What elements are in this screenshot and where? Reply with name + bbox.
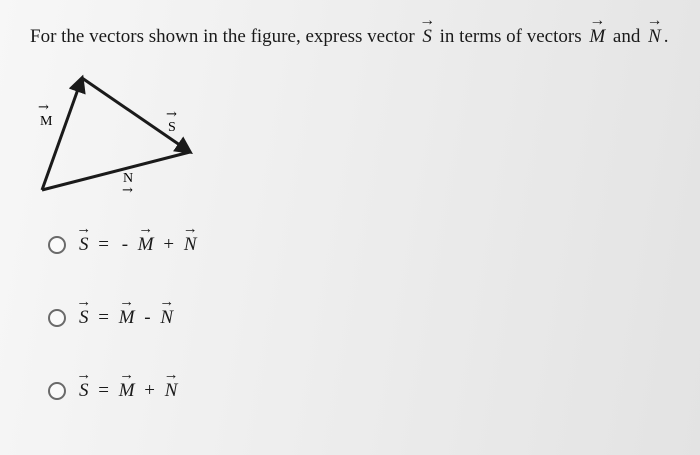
formula-3-v2: → N [165, 380, 179, 402]
label-m: M [40, 114, 53, 129]
label-m-group [38, 100, 53, 129]
formula-2-sign2: - [144, 307, 152, 328]
radio-button-1[interactable] [48, 236, 66, 254]
formula-1-lhs: → S [79, 234, 90, 256]
label-n-group [122, 171, 133, 198]
formula-2-v1: → M [119, 307, 136, 329]
formula-2-lhs: → S [79, 307, 90, 329]
formula-2-equals: = [98, 307, 110, 328]
question-middle: in terms of vectors [439, 26, 582, 47]
formula-1-v2: → N [184, 234, 198, 256]
formula-1-sign2: + [163, 234, 176, 255]
vector-n-symbol: → N [648, 20, 661, 50]
formula-3 [79, 380, 178, 402]
formula-1-equals: = [98, 234, 110, 255]
question-conjunction: and [612, 26, 641, 47]
vector-s-symbol: → S [422, 20, 432, 50]
vector-m-line [42, 78, 82, 190]
answer-options [48, 225, 308, 444]
formula-2 [79, 307, 174, 329]
formula-3-equals: = [98, 380, 110, 401]
question-text [30, 20, 680, 50]
label-s: S [168, 120, 176, 135]
vector-m-symbol: → M [589, 20, 605, 50]
radio-button-2[interactable] [48, 309, 66, 327]
label-n-arrow: → [122, 183, 133, 198]
answer-option-1[interactable] [48, 225, 308, 265]
answer-option-3[interactable] [48, 371, 308, 411]
question-suffix: . [663, 26, 669, 47]
answer-option-2[interactable] [48, 298, 308, 338]
vector-triangle-figure [30, 70, 205, 205]
question-prefix: For the vectors shown in the figure, express vector [30, 26, 415, 47]
label-n: N [123, 171, 134, 186]
formula-1 [79, 234, 198, 256]
label-m-arrow: → [38, 100, 49, 115]
vector-n-line [42, 152, 190, 190]
formula-3-v1: → M [119, 380, 136, 402]
formula-3-lhs: → S [79, 380, 90, 402]
label-s-group [166, 107, 177, 135]
formula-1-sign1: - [121, 234, 130, 255]
formula-2-v2: → N [160, 307, 174, 329]
label-s-arrow: → [166, 107, 177, 122]
formula-1-v1: → M [138, 234, 155, 256]
radio-button-3[interactable] [48, 382, 66, 400]
formula-3-sign2: + [144, 380, 157, 401]
